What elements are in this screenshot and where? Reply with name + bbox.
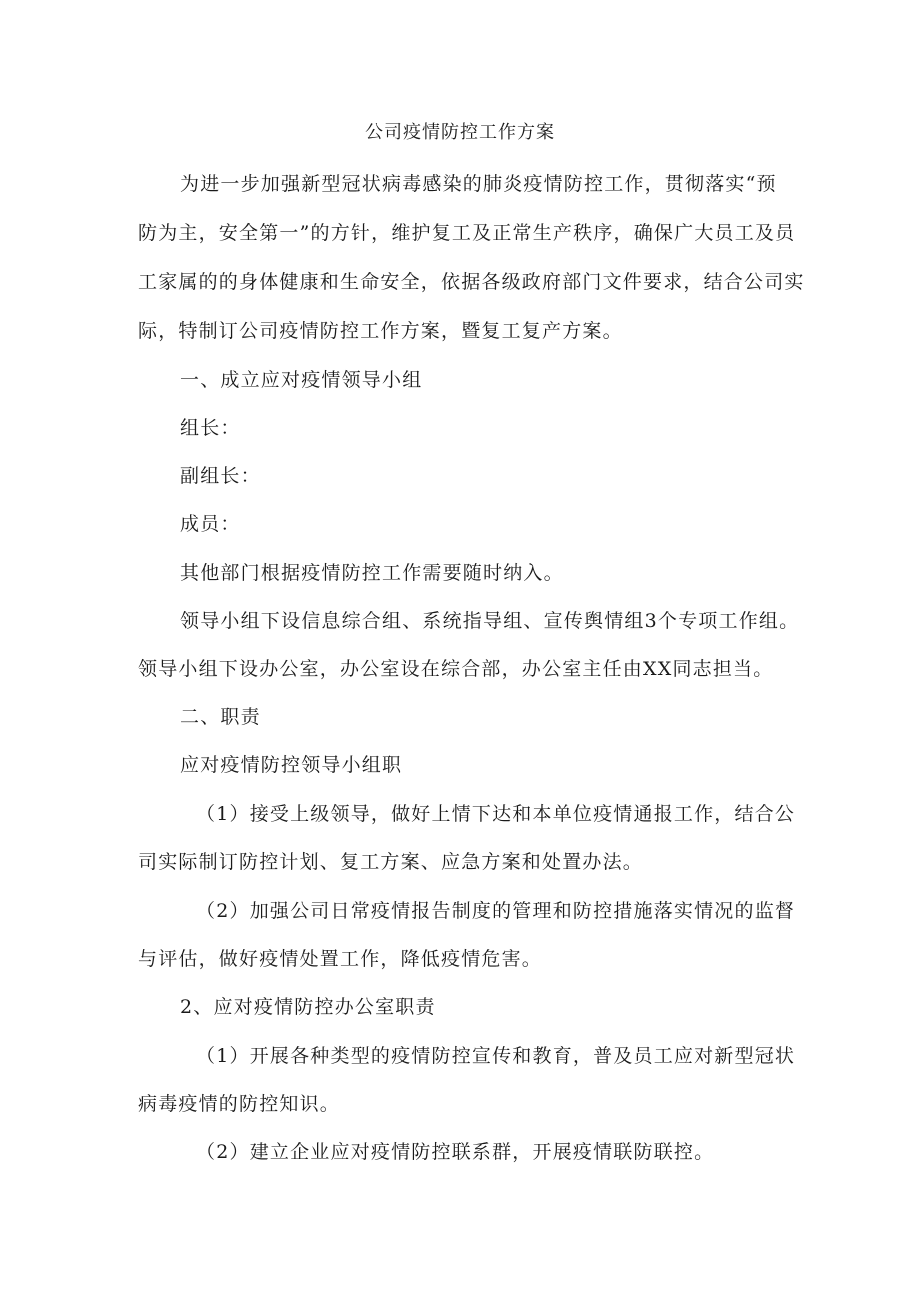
paragraph-line: （1）接受上级领导，做好上情下达和本单位疫情通报工作，结合公 <box>196 803 796 825</box>
paragraph-line: 领导小组下设信息综合组、系统指导组、宣传舆情组3个专项工作组。 <box>180 610 800 632</box>
paragraph-line: 领导小组下设办公室，办公室设在综合部，办公室主任由XX同志担当。 <box>138 658 774 680</box>
paragraph-line: 副组长： <box>180 465 261 487</box>
paragraph-line: 与评估，做好疫情处置工作，降低疫情危害。 <box>138 948 543 970</box>
paragraph-line: 为进一步加强新型冠状病毒感染的肺炎疫情防控工作，贯彻落实“预 <box>180 173 777 195</box>
paragraph-line: 组长： <box>180 417 241 439</box>
paragraph-line: 成员： <box>180 513 241 535</box>
paragraph-line: 防为主，安全第一”的方针，维护复工及正常生产秩序，确保广大员工及员 <box>138 222 796 244</box>
section-heading: 二、职责 <box>180 706 261 728</box>
paragraph-line: （2）建立企业应对疫情防控联系群，开展疫情联防联控。 <box>196 1141 715 1163</box>
document-title: 公司疫情防控工作方案 <box>365 122 555 143</box>
paragraph-line: （1）开展各种类型的疫情防控宣传和教育，普及员工应对新型冠状 <box>196 1045 796 1067</box>
paragraph-line: 应对疫情防控领导小组职 <box>180 754 403 776</box>
paragraph-line: （2）加强公司日常疫情报告制度的管理和防控措施落实情况的监督 <box>196 900 796 922</box>
paragraph-line: 司实际制订防控计划、复工方案、应急方案和处置办法。 <box>138 851 644 873</box>
paragraph-line: 际，特制订公司疫情防控工作方案，暨复工复产方案。 <box>138 320 623 342</box>
section-heading: 2、应对疫情防控办公室职责 <box>180 996 436 1018</box>
paragraph-line: 病毒疫情的防控知识。 <box>138 1093 341 1115</box>
section-heading: 一、成立应对疫情领导小组 <box>180 369 423 391</box>
paragraph-line: 工家属的的身体健康和生命安全，依据各级政府部门文件要求，结合公司实 <box>138 271 805 293</box>
paragraph-line: 其他部门根据疫情防控工作需要随时纳入。 <box>180 562 564 584</box>
